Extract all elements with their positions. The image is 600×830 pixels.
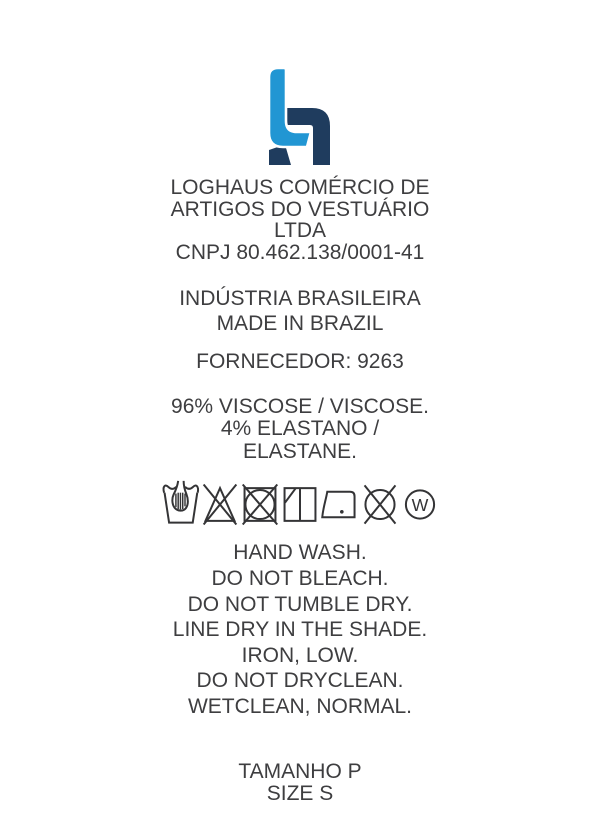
- care-instructions-block: [0, 540, 600, 719]
- care-symbols-row: [0, 479, 600, 531]
- care-line: WETCLEAN, NORMAL.: [187, 694, 413, 718]
- do-not-tumble-dry-icon: [240, 479, 280, 530]
- wetclean-icon: [400, 479, 440, 530]
- line-dry-in-shade-icon: [280, 479, 320, 530]
- size-line-en: SIZE S: [266, 781, 334, 805]
- company-block: [0, 177, 600, 264]
- loghaus-logo-icon: [269, 68, 331, 165]
- composition-block: [0, 396, 600, 464]
- company-cnpj: CNPJ 80.462.138/0001-41: [175, 241, 425, 265]
- do-not-dryclean-icon: [360, 479, 400, 530]
- iron-low-icon: [320, 479, 360, 530]
- care-line: IRON, LOW.: [241, 643, 359, 667]
- size-block: [0, 761, 600, 804]
- company-line: LTDA: [273, 219, 327, 243]
- care-line: HAND WASH.: [233, 541, 367, 565]
- do-not-bleach-icon: [200, 479, 240, 530]
- composition-line: 4% ELASTANO /: [220, 417, 380, 441]
- wetclean-letter: W: [411, 495, 429, 516]
- origin-block: [0, 286, 600, 336]
- composition-line: 96% VISCOSE / VISCOSE.: [171, 394, 429, 418]
- care-line: DO NOT BLEACH.: [211, 566, 389, 590]
- origin-line: MADE IN BRAZIL: [216, 311, 384, 335]
- company-line: LOGHAUS COMÉRCIO DE: [170, 176, 430, 199]
- company-line: ARTIGOS DO VESTUÁRIO: [170, 197, 430, 221]
- care-line: DO NOT DRYCLEAN.: [196, 669, 404, 693]
- care-line: DO NOT TUMBLE DRY.: [187, 592, 413, 616]
- hand-wash-icon: [160, 479, 200, 530]
- origin-line: INDÚSTRIA BRASILEIRA: [179, 286, 421, 310]
- care-line: LINE DRY IN THE SHADE.: [172, 618, 428, 642]
- size-line-pt: TAMANHO P: [238, 760, 362, 784]
- composition-line: ELASTANE.: [243, 439, 357, 463]
- supplier-line: FORNECEDOR: 9263: [196, 349, 404, 373]
